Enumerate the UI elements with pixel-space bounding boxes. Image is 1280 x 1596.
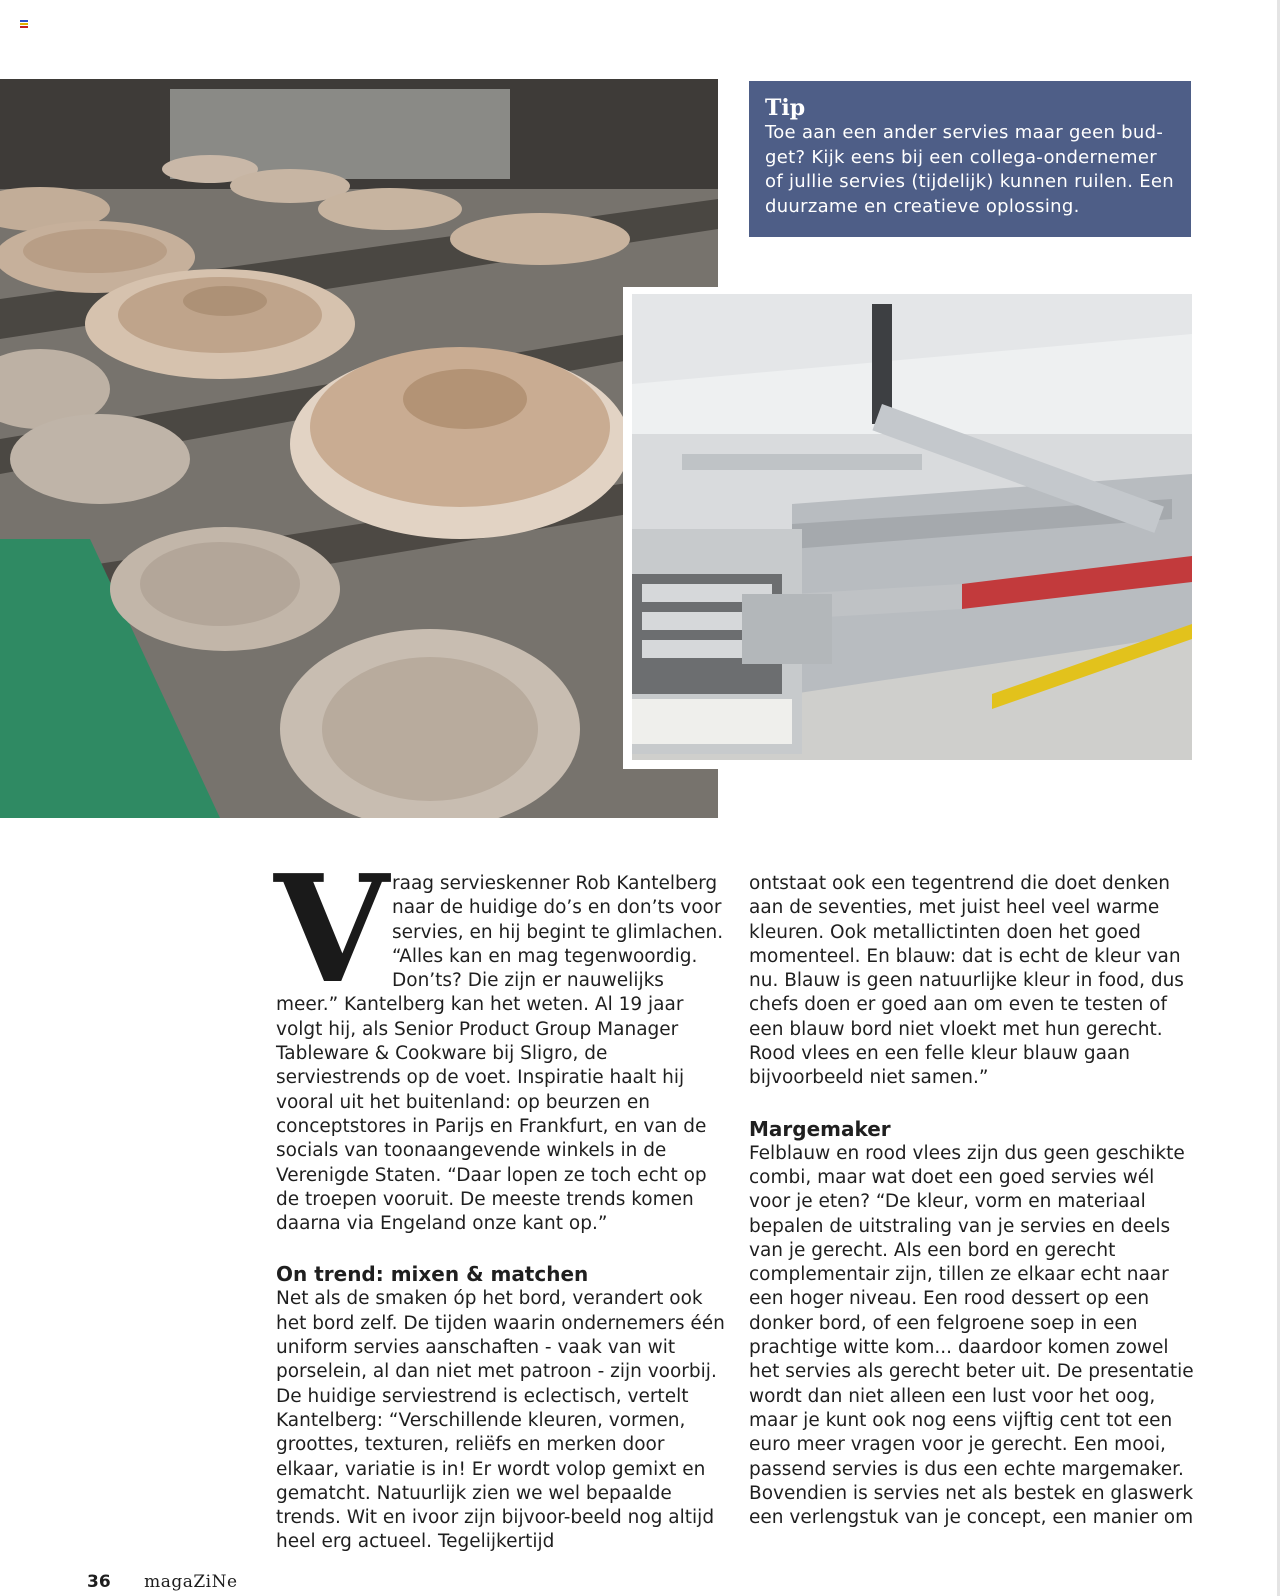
corner-color-mark (20, 20, 28, 27)
tip-box (749, 81, 1191, 237)
article-column-left (274, 842, 726, 1555)
magazine-name: magaZiNe (144, 1572, 238, 1592)
page-footer (87, 1572, 238, 1592)
tip-text: Toe aan een ander servies maar geen bud-get? Kijk eens bij een collega-ondernemer of jullie servies (tijdelijk) kunnen ruilen. Een duurzame en creatieve oplossing. (765, 122, 1175, 217)
subheading-on-trend: On trend: mixen & matchen (276, 1262, 589, 1287)
subheading-margemaker: Margemaker (749, 1116, 891, 1141)
section-on-trend-text: Net als de smaken óp het bord, verandert ook het bord zelf. De tijden waarin ondernemers één uniform servies aanschaften - vaak van wit porselein, al dan niet met patroon - zijn voorbij. De huidige serviestrend is eclectisch, vertelt Kantelberg: “Verschillende kleuren, vormen, groottes, texturen, reliëfs en merken door elkaar, variatie is in! Er wordt volop gemixt en gematcht. Natuurlijk zien we wel bepaalde trends. Wit en ivoor zijn bijvoor-beeld nog altijd heel erg actueel. Tegelijkertijd (276, 1288, 725, 1553)
section-on-trend-continued: ontstaat ook een tegentrend die doet denken aan de seventies, met juist heel veel warme kleuren. Ook metallictinten doen het goed momenteel. En blauw: dat is echt de kleur van nu. Blauw is geen natuurlijke kleur in food, dus chefs doen er goed aan om even te testen of een blauw bord niet vloekt met hun gerecht. Rood vlees en een felle kleur blauw gaan bijvoorbeeld niet samen.” (749, 873, 1184, 1089)
article-intro: raag servieskenner Rob Kantelberg naar de huidige do’s en don’ts voor servies, en hij begint te glimlachen. “Alles kan en mag tegenwoordig. Don’ts? Die zijn er nauwelijks meer.” Kantelberg kan het weten. Al 19 jaar volgt hij, als Senior Product Group Manager Tableware & Cookware bij Sligro, de serviestrends op de voet. Inspiratie haalt hij vooral uit het buitenland: op beurzen en conceptstores in Parijs en Frankfurt, en van de socials van toonaangevende winkels in de Verenigde Staten. “Daar lopen ze toch echt op de troepen vooruit. De meeste trends komen daarna via Engeland onze kant op.” (276, 873, 724, 1235)
drop-cap: V (274, 842, 389, 1016)
photo-ceramic-plates (0, 79, 718, 818)
tip-title: Tip (765, 95, 806, 121)
article-column-right (749, 872, 1199, 1530)
section-margemaker-text: Felblauw en rood vlees zijn dus geen geschikte combi, maar wat doet een goed servies wél voor je eten? “De kleur, vorm en materiaal bepalen de uitstraling van je servies en deels van je gerecht. Als een bord en gerecht complementair zijn, tillen ze elkaar echt naar een hoger niveau. Een rood dessert op een donker bord, of een felgroene soep in een prachtige witte kom... daardoor komen zowel het servies als gerecht beter uit. De presentatie wordt dan niet alleen een lust voor het oog, maar je kunt ook nog eens vijftig cent tot een euro meer vragen voor je gerecht. Een mooi, passend servies is dus een echte margemaker. Bovendien is servies net als bestek en glaswerk een verlengstuk van je concept, een manier om (749, 1142, 1194, 1529)
photo-industrial-kiln (632, 294, 1192, 760)
page-number: 36 (87, 1572, 111, 1592)
